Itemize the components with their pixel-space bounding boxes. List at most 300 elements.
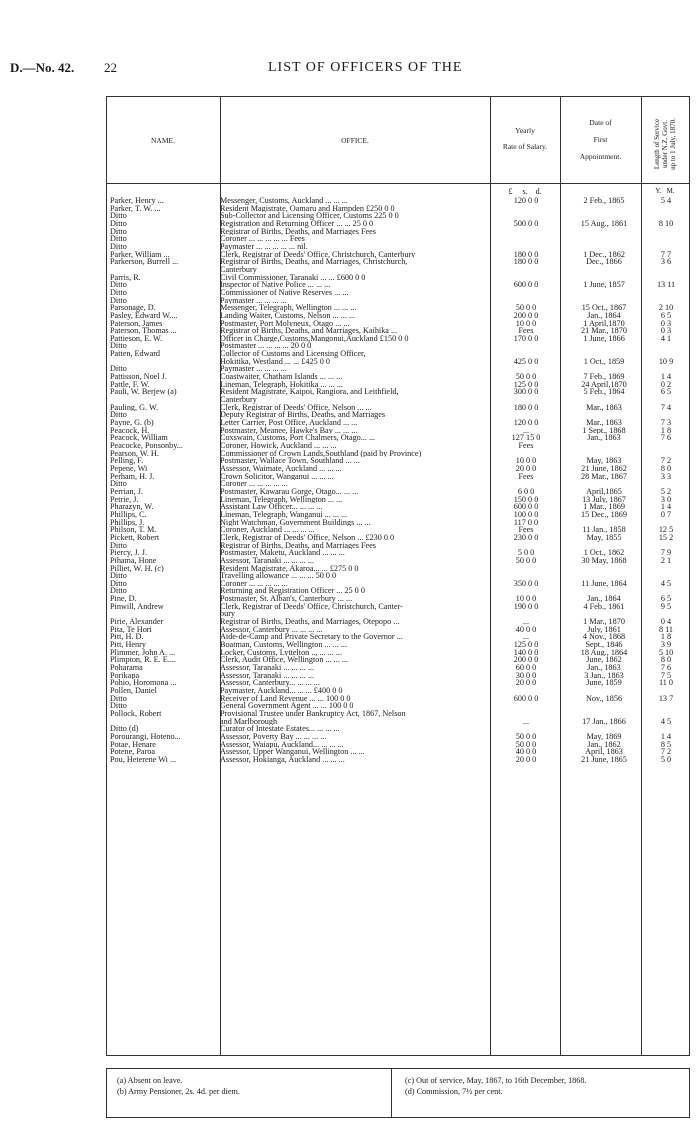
length-of-service: 3 6 <box>660 258 672 266</box>
officer-office: Canterbury <box>220 265 257 274</box>
officer-name: Parkerson, Burrell ... <box>110 258 179 266</box>
appointment-date: 24 April,1870 <box>581 380 627 389</box>
officer-name: Ditto <box>110 227 127 236</box>
length-of-service: 7 6 <box>660 434 672 443</box>
officer-office: Paymaster, Auckland... ... ... £400 0 0 <box>220 687 343 695</box>
length-of-service: 15 2 <box>658 533 674 542</box>
table-row <box>106 748 690 756</box>
table-row <box>106 649 690 657</box>
length-of-service: 1 4 <box>660 373 672 381</box>
table-row <box>106 641 690 649</box>
length-of-service: 9 5 <box>660 602 672 611</box>
appointment-date: 21 June, 1865 <box>581 755 627 764</box>
years-unit: Y. <box>655 187 662 195</box>
yearly-salary: 40 0 0 <box>515 625 537 634</box>
length-of-service: 7 5 <box>660 671 672 680</box>
yearly-salary: 60 0 0 <box>515 664 537 672</box>
appointment-date: Jan., 1863 <box>587 664 621 672</box>
officer-name: Pilliet, W. H. (c) <box>110 564 164 573</box>
table-row <box>106 289 690 297</box>
table-row <box>106 320 690 328</box>
table-row <box>106 519 690 527</box>
yearly-salary: 20 0 0 <box>515 464 537 473</box>
appointment-date: 3 Jan., 1863 <box>584 671 624 680</box>
officer-office: Coastwaiter, Chatham Islands ... ... ... <box>220 373 343 381</box>
length-of-service: 1 4 <box>660 732 672 741</box>
officer-office: Crown Solicitor, Wanganui ... ... ... <box>220 472 334 481</box>
officer-office: Coroner, Howick, Auckland ... ... ... <box>220 442 337 450</box>
table-row <box>106 258 690 266</box>
table-row <box>106 695 690 703</box>
column-header-salary-1: Yearly <box>515 126 535 135</box>
length-of-service: 10 9 <box>658 357 674 366</box>
yearly-salary: 300 0 0 <box>513 388 539 397</box>
officer-name: Ditto <box>110 235 127 243</box>
length-of-service: 7 9 <box>660 549 672 557</box>
table-row <box>106 687 690 695</box>
yearly-salary: 100 0 0 <box>513 510 539 519</box>
officer-office: Receiver of Land Revenue ... ... 100 0 0 <box>220 694 351 703</box>
appointment-date: 4 Nov., 1868 <box>582 633 626 642</box>
table-row <box>106 350 690 358</box>
table-row <box>106 480 690 488</box>
officer-name: Ditto <box>110 242 127 251</box>
officer-office: Curator of Intestate Estates... ... ... ... <box>220 725 340 733</box>
officer-office: Coroner ... ... ... ... ... <box>220 480 288 488</box>
yearly-salary: ... <box>522 717 530 726</box>
officer-office: and Marlborough <box>220 717 278 726</box>
officer-office: Paymaster ... ... ... ... ... nil. <box>220 242 308 251</box>
table-row <box>106 212 690 220</box>
table-row <box>106 197 690 205</box>
appointment-date: July, 1861 <box>587 625 621 634</box>
length-of-service: 7 7 <box>660 250 672 259</box>
table-row <box>106 565 690 573</box>
officer-name: Pirie, Alexander <box>110 618 164 626</box>
table-row <box>106 220 690 228</box>
appointment-date: 1 April,1870 <box>583 319 625 328</box>
footnote-b: (b) Army Pensioner, 2s. 4d. per diem. <box>117 1087 240 1096</box>
officer-office: Assessor, Canterbury... ... ... ... <box>220 679 320 688</box>
officer-name: Peacocke, Ponsonby... <box>110 442 183 450</box>
officer-name: Ditto <box>110 702 127 710</box>
officer-name: Ditto <box>110 541 127 550</box>
length-of-service: 11 0 <box>658 679 674 688</box>
length-of-service: 5 10 <box>658 648 674 657</box>
officer-office: Registrar of Births, Deaths, and Marriages, Otepopo ... <box>220 618 400 626</box>
officer-name: Pelling, F. <box>110 457 144 465</box>
officer-office: Assessor, Waimate, Auckland ... ... ... <box>220 464 342 473</box>
table-row <box>106 679 690 687</box>
officer-name: Pickett, Robert <box>110 533 160 542</box>
officer-name: Pasley, Edward W.... <box>110 311 178 320</box>
yearly-salary: 117 0 0 <box>513 518 539 527</box>
column-header-length <box>641 104 689 184</box>
appointment-date: April,1865 <box>586 487 622 496</box>
column-header-name: NAME. <box>151 136 175 145</box>
yearly-salary: 50 0 0 <box>515 373 537 381</box>
appointment-date: May, 1863 <box>586 457 622 465</box>
table-row <box>106 610 690 618</box>
appointment-date: 15 Dec., 1869 <box>581 510 627 519</box>
appointment-date: Mar., 1863 <box>586 419 622 427</box>
officer-office: Hokitika, Westland ... ... £425 0 0 <box>220 357 330 366</box>
officer-name: Phillips, C. <box>110 510 147 519</box>
table-row <box>106 388 690 396</box>
table-row <box>106 496 690 504</box>
officer-name: Paterson, Thomas ... <box>110 327 177 335</box>
table-row <box>106 503 690 511</box>
table-row <box>106 297 690 305</box>
yearly-salary: 600 0 0 <box>513 281 539 289</box>
appointment-date: Jan., 1863 <box>587 434 621 443</box>
yearly-salary: 125 0 0 <box>513 380 539 389</box>
officer-office: Lineman, Telegraph, Hokitika ... ... ... <box>220 380 343 389</box>
officer-name: Ditto <box>110 365 127 374</box>
yearly-salary: 5 0 0 <box>517 549 535 557</box>
appointment-date: May, 1855 <box>586 533 622 542</box>
officer-office: Postmaster, Meanee, Hawke's Bay ... ... ... <box>220 426 358 435</box>
yearly-salary: 50 0 0 <box>515 304 537 312</box>
officer-name: Pearson, W. H. <box>110 449 159 458</box>
officer-name: Philson, T. M. <box>110 526 157 534</box>
officer-office: Coroner, Auckland ... ... ... ... <box>220 526 315 534</box>
table-row <box>106 205 690 213</box>
officer-name: Parker, Henry ... <box>110 197 164 205</box>
length-header-line-2: under N.Z. Govt. <box>661 119 669 169</box>
page-number: 22 <box>104 60 117 75</box>
officer-name: Parris, R. <box>110 273 141 282</box>
officer-office: bury <box>220 610 236 619</box>
officer-name: Ditto <box>110 281 127 289</box>
length-of-service: 12 5 <box>658 526 674 534</box>
yearly-salary: 127 15 0 <box>511 434 541 443</box>
yearly-salary: 150 0 0 <box>513 495 539 504</box>
table-row <box>106 427 690 435</box>
officer-office: Coxswain, Customs, Port Chalmers, Otago... ... <box>220 434 376 443</box>
appointment-date: 30 May, 1868 <box>581 556 627 565</box>
officer-office: Assessor, Upper Wanganui, Wellington ... ... <box>220 748 365 756</box>
officer-name: Perham, H. J. <box>110 472 155 481</box>
table-row <box>106 404 690 412</box>
table-row <box>106 618 690 626</box>
appointment-date: 18 Aug., 1864 <box>580 648 628 657</box>
officer-name: Parker, William ... <box>110 250 170 259</box>
officer-office: Coroner ... ... ... ... ... <box>220 579 288 588</box>
yearly-salary: 170 0 0 <box>513 334 539 343</box>
yearly-salary: 200 0 0 <box>513 311 539 320</box>
length-of-service: 0 3 <box>660 327 672 335</box>
officer-office: Collector of Customs and Licensing Officer, <box>220 350 366 358</box>
yearly-salary: 600 0 0 <box>513 503 539 511</box>
pounds-unit: £ <box>508 187 513 196</box>
yearly-salary: ... <box>522 633 530 642</box>
officer-office: Messenger, Customs, Auckland ... ... ... <box>220 197 348 205</box>
length-of-service: 1 8 <box>660 426 672 435</box>
appointment-date: 28 Mar., 1867 <box>581 472 627 481</box>
officer-office: General Government Agent ... ... 100 0 0 <box>220 702 354 710</box>
officer-name: Ditto <box>110 579 127 588</box>
officer-name: Pepene, Wi <box>110 464 148 473</box>
officer-office: Inspector of Native Police ... ... ... <box>220 281 331 289</box>
officer-office: Postmaster, Maketu, Auckland ... ... ... <box>220 549 345 557</box>
officer-name: Ditto <box>110 572 127 580</box>
officer-name: Ditto <box>110 694 127 703</box>
table-row <box>106 633 690 641</box>
officer-office: Returning and Registration Officer ... 25 0 0 <box>220 587 365 596</box>
officer-name: Ditto <box>110 219 127 228</box>
table-row <box>106 396 690 404</box>
yearly-salary: 30 0 0 <box>515 671 537 680</box>
officer-name: Patten, Edward <box>110 350 161 358</box>
table-row <box>106 327 690 335</box>
length-of-service: 6 5 <box>660 388 672 397</box>
officer-office: Assessor, Canterbury ... ... ... ... <box>220 625 323 634</box>
table-row <box>106 741 690 749</box>
length-of-service: 0 2 <box>660 380 672 389</box>
length-of-service: 4 5 <box>660 717 672 726</box>
officer-name: Pattieson, E. W. <box>110 334 163 343</box>
table-row <box>106 710 690 718</box>
appointment-date: 1 Oct., 1862 <box>583 549 625 557</box>
yearly-salary: 600 0 0 <box>513 694 539 703</box>
length-of-service: 7 2 <box>660 748 672 756</box>
column-header-date-2: First <box>593 135 608 144</box>
length-of-service: 2 1 <box>660 556 672 565</box>
length-of-service: 1 4 <box>660 503 672 511</box>
yearly-salary: 20 0 0 <box>515 755 537 764</box>
officer-name: Pine, D. <box>110 595 137 603</box>
yearly-salary: 200 0 0 <box>513 656 539 665</box>
officer-office: Landing Waiter, Customs, Nelson ... ... ... <box>220 311 356 320</box>
length-of-service: 3 0 <box>660 495 672 504</box>
officer-name: Pattle, F. W. <box>110 380 150 389</box>
officer-office: Assistant Law Officer... ... ... ... <box>220 503 323 511</box>
table-row <box>106 465 690 473</box>
table-row <box>106 526 690 534</box>
length-of-service: 1 8 <box>660 633 672 642</box>
appointment-date: Mar., 1863 <box>586 403 622 412</box>
officer-name: Ditto <box>110 296 127 305</box>
officer-office: Assessor, Taranaki ... ... ... ... <box>220 556 314 565</box>
yearly-salary: 350 0 0 <box>513 579 539 588</box>
yearly-salary: 180 0 0 <box>513 403 539 412</box>
table-row <box>106 511 690 519</box>
table-row <box>106 365 690 373</box>
length-of-service: 8 0 <box>660 464 672 473</box>
officer-office: Lineman, Telegraph, Wanganui ... ... ... <box>220 510 348 519</box>
officer-office: Postmaster, Port Molyneux, Otago ... ... <box>220 319 350 328</box>
table-row <box>106 434 690 442</box>
table-row <box>106 411 690 419</box>
officer-name: Ditto (d) <box>110 725 139 733</box>
yearly-salary: Fees <box>518 442 534 450</box>
footnote-d: (d) Commission, 7½ per cent. <box>405 1087 503 1096</box>
yearly-salary: 120 0 0 <box>513 419 539 427</box>
appointment-date: 11 June, 1864 <box>581 579 627 588</box>
yearly-salary: 10 0 0 <box>515 457 537 465</box>
appointment-date: Jan., 1862 <box>587 740 621 749</box>
officer-office: Registrar of Births, Deaths, and Marriages Fees <box>220 541 376 550</box>
appointment-date: Sept., 1846 <box>585 641 623 649</box>
appointment-date: 1 Dec., 1862 <box>583 250 625 259</box>
officer-name: Petrie, J. <box>110 495 139 504</box>
officer-office: Paymaster ... ... ... ... <box>220 296 287 305</box>
officer-office: Resident Magistrate, Oamaru and Hampden £250 0 0 <box>220 204 395 213</box>
officer-name: Porourangi, Hoteno... <box>110 732 181 741</box>
yearly-salary: Fees <box>518 472 534 481</box>
table-row <box>106 702 690 710</box>
table-row <box>106 580 690 588</box>
yearly-salary: Fees <box>518 327 534 335</box>
length-of-service: 7 6 <box>660 664 672 672</box>
appointment-date: 7 Feb., 1869 <box>583 373 625 381</box>
pence-unit: d. <box>535 187 542 196</box>
table-row <box>106 243 690 251</box>
appointment-date: 21 Mar., 1870 <box>581 327 627 335</box>
table-row <box>106 450 690 458</box>
table-row <box>106 664 690 672</box>
appointment-date: April, 1863 <box>585 748 623 756</box>
yearly-salary: Fees <box>518 526 534 534</box>
officer-office: Clerk, Registrar of Deeds' Office, Christchurch, Canterbury <box>220 250 416 259</box>
officer-office: Registrar of Births, Deaths, and Marriages, Christchurch, <box>220 258 408 266</box>
table-row <box>106 358 690 366</box>
length-of-service: 4 5 <box>660 579 672 588</box>
officer-office: Coroner ... ... ... ... ... Fees <box>220 235 305 243</box>
officer-office: Clerk, Registrar of Deeds' Office, Christchurch, Canter- <box>220 602 403 611</box>
length-header-line-1: Length of Service <box>653 118 661 170</box>
table-row <box>106 228 690 236</box>
length-of-service: 7 2 <box>660 457 672 465</box>
table-row <box>106 251 690 259</box>
officer-office: Travelling allowance ... ... ... 50 0 0 <box>220 572 337 580</box>
length-of-service: 2 10 <box>658 304 674 312</box>
column-header-office: OFFICE. <box>341 136 369 145</box>
yearly-salary: 425 0 0 <box>513 357 539 366</box>
length-of-service: 0 3 <box>660 319 672 328</box>
officer-name: Plimmer, John A. ... <box>110 648 176 657</box>
yearly-salary: 190 0 0 <box>513 602 539 611</box>
table-row <box>106 672 690 680</box>
officer-office: Postmaster, Wallace Town, Southland ... ... <box>220 457 360 465</box>
appointment-date: 15 Oct., 1867 <box>581 304 627 312</box>
length-of-service: 13 7 <box>658 694 674 703</box>
officer-office: Registrar of Births, Deaths, and Marriages, Kaihika ... <box>220 327 398 335</box>
officer-name: Pitt, H. D. <box>110 633 144 642</box>
officer-office: Paymaster ... ... ... ... <box>220 365 287 374</box>
length-of-service: 8 5 <box>660 740 672 749</box>
officer-name: Porikapa <box>110 671 140 680</box>
officer-office: Resident Magistrate, Kaipoi, Rangiora, and Leithfield, <box>220 388 399 397</box>
appointment-date: May, 1869 <box>586 732 622 741</box>
page-header <box>0 60 700 80</box>
officer-name: Pollen, Daniel <box>110 687 157 695</box>
officer-name: Ditto <box>110 411 127 420</box>
officer-name: Paterson, James <box>110 319 163 328</box>
table-row <box>106 442 690 450</box>
officer-office: Postmaster ... ... ... ... 20 0 0 <box>220 342 312 351</box>
appointment-date: 11 Jan., 1858 <box>582 526 626 534</box>
length-of-service: 6 5 <box>660 311 672 320</box>
officer-office: Locker, Customs, Lyttelton .., ... ... ... <box>220 648 343 657</box>
shillings-unit: s. <box>522 187 528 196</box>
table-row <box>106 656 690 664</box>
officer-name: Ditto <box>110 288 127 297</box>
months-unit: M. <box>666 187 675 195</box>
footnote-a: (a) Absent on leave. <box>117 1076 183 1085</box>
appointment-date: 1 Mar., 1870 <box>583 618 625 626</box>
appointment-date: 21 June, 1862 <box>581 464 627 473</box>
officer-office: Letter Carrier, Post Office, Auckland ... ... <box>220 419 358 427</box>
appointment-date: Jan., 1864 <box>587 595 621 603</box>
length-of-service: 3 3 <box>660 472 672 481</box>
appointment-date: Jan., 1864 <box>587 311 621 320</box>
length-of-service: 6 5 <box>660 595 672 603</box>
officer-name: Perrian, J. <box>110 487 143 496</box>
appointment-date: 2 Feb., 1865 <box>583 197 625 205</box>
officer-office: Commissioner of Crown Lands,Southland (paid by Province) <box>220 449 422 458</box>
column-header-date-1: Date of <box>589 118 612 127</box>
officer-name: Pharazyn, W. <box>110 503 154 511</box>
yearly-salary: 180 0 0 <box>513 250 539 259</box>
footnotes <box>106 1068 690 1118</box>
table-row <box>106 718 690 726</box>
appointment-date: June, 1859 <box>586 679 622 688</box>
officer-office: Sub-Collector and Licensing Officer, Customs 225 0 0 <box>220 212 399 220</box>
table-row <box>106 534 690 542</box>
table-row <box>106 488 690 496</box>
table-row <box>106 473 690 481</box>
table-row <box>106 335 690 343</box>
table-row <box>106 557 690 565</box>
officer-office: Lineman, Telegraph, Wellington ... ... <box>220 495 343 504</box>
length-of-service: 7 3 <box>660 419 672 427</box>
yearly-salary: 20 0 0 <box>515 679 537 688</box>
length-header-line-3: up to 1 July, 1870. <box>669 118 677 170</box>
table-row <box>106 274 690 282</box>
officer-name: Poharama <box>110 664 143 672</box>
header-rule <box>106 183 690 184</box>
table-row <box>106 235 690 243</box>
appointment-date: 1 Sept., 1868 <box>582 426 626 435</box>
length-of-service: 7 4 <box>660 403 672 412</box>
table-row <box>106 756 690 764</box>
length-of-service: 0 7 <box>660 510 672 519</box>
column-header-date-3: Appointment. <box>579 152 622 161</box>
yearly-salary: 50 0 0 <box>515 732 537 741</box>
officer-office: Clerk, Registrar of Deeds' Office, Nelson ... ... <box>220 403 372 412</box>
page-title: LIST OF OFFICERS OF THE <box>268 60 463 75</box>
officer-office: Aide-de-Camp and Private Secretary to the Governor ... <box>220 633 403 642</box>
length-of-service: 5 4 <box>660 197 672 205</box>
table-row <box>106 373 690 381</box>
appointment-date: 1 Oct., 1859 <box>583 357 625 366</box>
appointment-date: 15 Aug., 1861 <box>580 219 628 228</box>
officer-name: Ditto <box>110 480 127 488</box>
document-reference: D.—No. 42. <box>10 60 75 75</box>
officer-office: Resident Magistrate, Akaroa... ... £275 0 0 <box>220 564 359 573</box>
yearly-salary: 10 0 0 <box>515 319 537 328</box>
length-of-service: 5 0 <box>660 755 672 764</box>
table-row <box>106 725 690 733</box>
officer-office: Provisional Trustee under Bankruptcy Act, 1867, Nelson <box>220 709 406 718</box>
table-row <box>106 549 690 557</box>
length-of-service: 4 1 <box>660 334 672 343</box>
officer-name: Plimpton, R. E. E.... <box>110 656 176 665</box>
officer-name: Piercy, J. J. <box>110 549 147 557</box>
table-row <box>106 626 690 634</box>
